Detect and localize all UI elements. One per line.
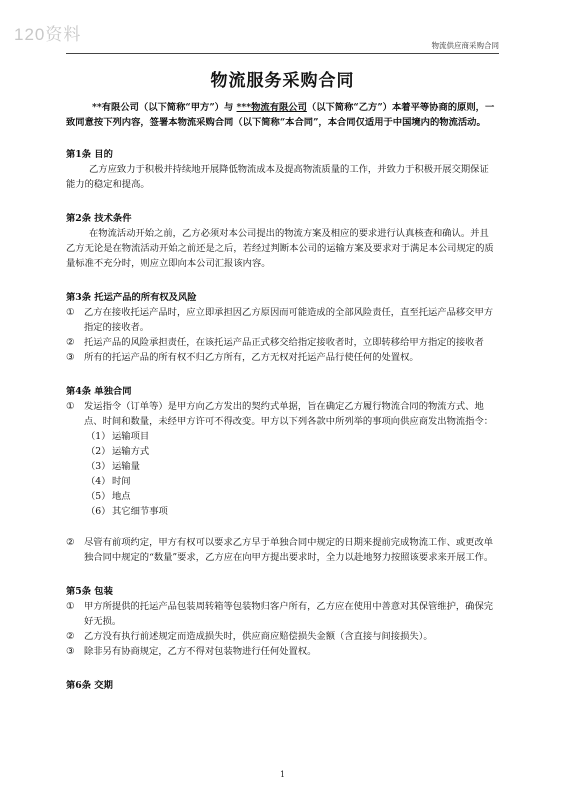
sub-item-number: （3） <box>86 461 111 472</box>
intro-rest: （以下简称“乙方”）本着平等协商的原则，一致同意按下列内容，签署本物流采购合同（以下简称“本合同”，本合同仅适用于中国境内的物流活动。 <box>66 102 495 128</box>
sub-item-text: 其它细节事项 <box>112 506 168 517</box>
list-item <box>66 350 498 365</box>
list-item <box>66 305 498 335</box>
item-text: 所有的托运产品的所有权不归乙方所有，乙方无权对托运产品行使任何的处置权。 <box>84 352 419 363</box>
sub-item-text: 运输量 <box>112 461 140 472</box>
list-item <box>66 335 498 350</box>
watermark: 120资料 <box>14 25 82 44</box>
list-item <box>66 599 498 629</box>
sub-item-number: （2） <box>86 446 111 457</box>
sub-item <box>66 489 498 504</box>
section-title: 第2条 技术条件 <box>66 213 132 224</box>
list-item <box>66 644 498 659</box>
header-rule <box>66 53 499 54</box>
section-title: 第3条 托运产品的所有权及风险 <box>66 292 197 303</box>
item-text: 除非另有协商规定，乙方不得对包装物进行任何处置权。 <box>84 646 317 657</box>
intro-paragraph <box>66 100 498 130</box>
sub-item-number: （1） <box>86 431 111 442</box>
page-number: 1 <box>279 770 286 779</box>
sub-item-text: 运输项目 <box>112 431 150 442</box>
item-marker: ① <box>66 401 75 412</box>
document-body <box>66 100 498 712</box>
item-text: 乙方没有执行前述规定而造成损失时，供应商应赔偿损失金额（含直接与间接损失）。 <box>84 631 433 642</box>
item-marker: ③ <box>66 352 75 363</box>
item-text: 发运指令（订单等）是甲方向乙方发出的契约式单据，旨在确定乙方履行物流合同的物流方式、地点、时间和数量，未经甲方许可不得改变。甲方以下列各款中所列举的事项向供应商发出物流指令： <box>84 401 494 427</box>
sub-item-text: 时间 <box>112 476 131 487</box>
section-4 <box>66 384 498 565</box>
section-title: 第5条 包装 <box>66 586 113 597</box>
item-marker: ③ <box>66 646 75 657</box>
item-marker: ② <box>66 537 75 548</box>
spacer <box>66 519 498 535</box>
item-marker: ① <box>66 307 75 318</box>
item-text: 托运产品的风险承担责任，在该托运产品正式移交给指定接收者时，立即转移给甲方指定的接收者 <box>84 337 484 348</box>
item-text: 甲方所提供的托运产品包装周转箱等包装物归客户所有，乙方应在使用中善意对其保管维护，确保完好无损。 <box>84 601 494 627</box>
sub-item-number: （5） <box>86 491 111 502</box>
document-title: 物流服务采购合同 <box>210 71 355 91</box>
section-1 <box>66 147 498 192</box>
section-6 <box>66 678 498 693</box>
list-item <box>66 629 498 644</box>
sub-item-number: （6） <box>86 506 111 517</box>
section-title: 第1条 目的 <box>66 149 113 160</box>
sub-item <box>66 504 498 519</box>
section-paragraph: 在物流活动开始之前，乙方必须对本公司提出的物流方案及相应的要求进行认真核查和确认。并且乙方无论是在物流活动开始之前还是之后，若经过判断本公司的运输方案及要求对于满足本公司规定的质量标准不充分时，则应立即向本公司汇报该内容。 <box>66 228 494 269</box>
item-text: 乙方在接收托运产品时，应立即承担因乙方原因而可能造成的全部风险责任，直至托运产品移交甲方指定的接收者。 <box>84 307 494 333</box>
sub-item-text: 运输方式 <box>112 446 150 457</box>
sub-item <box>66 444 498 459</box>
item-marker: ① <box>66 601 75 612</box>
sub-item <box>66 429 498 444</box>
list-item <box>66 535 498 565</box>
section-title: 第6条 交期 <box>66 680 113 691</box>
section-title: 第4条 单独合同 <box>66 386 132 397</box>
item-marker: ② <box>66 337 75 348</box>
section-3 <box>66 290 498 365</box>
item-text: 尽管有前项约定，甲方有权可以要求乙方早于单独合同中规定的日期来提前完成物流工作、或更改单独合同中规定的“数量”要求，乙方应在向甲方提出要求时，全力以赴地努力按照该要求来开展工作。 <box>84 537 494 563</box>
list-item <box>66 399 498 429</box>
section-5 <box>66 584 498 659</box>
sub-item <box>66 474 498 489</box>
item-marker: ② <box>66 631 75 642</box>
sub-item-number: （4） <box>86 476 111 487</box>
intro-party-a: **有限公司（以下简称“甲方”）与 <box>92 102 234 113</box>
sub-item <box>66 459 498 474</box>
intro-party-b: ***物流有限公司 <box>236 102 307 113</box>
section-paragraph: 乙方应致力于积极并持续地开展降低物流成本及提高物流质量的工作，并致力于积极开展交期保证能力的稳定和提高。 <box>66 164 489 190</box>
sub-item-text: 地点 <box>112 491 131 502</box>
section-2 <box>66 211 498 271</box>
running-header: 物流供应商采购合同 <box>431 41 499 50</box>
